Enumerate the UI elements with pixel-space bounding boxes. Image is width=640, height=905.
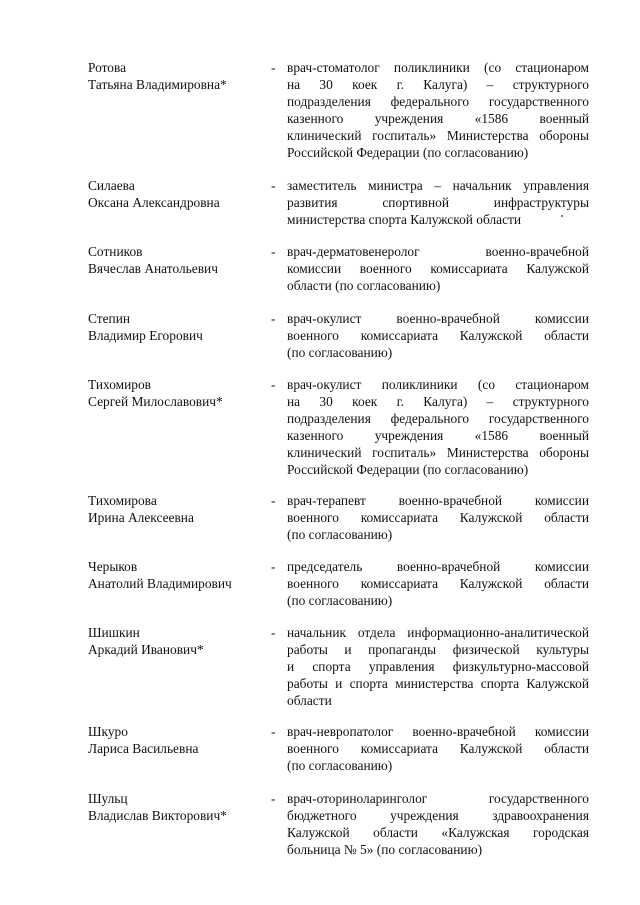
dash-separator: -: [271, 625, 276, 640]
member-name: [88, 243, 268, 277]
position-line: врач-окулист военно-врачебной комиссии: [287, 311, 589, 326]
member-name: [88, 723, 268, 757]
member-name: [88, 624, 268, 658]
member-given-names: Владимир Егорович: [88, 328, 203, 343]
scan-speck: [561, 215, 563, 217]
position-line: военного комиссариата Калужской области: [287, 576, 589, 591]
position-line: работы и спорта министерства спорта Калужской: [287, 676, 589, 691]
member-surname: Шишкин: [88, 625, 140, 640]
dash-separator: -: [271, 493, 276, 508]
member-surname: Сотников: [88, 244, 143, 259]
dash-separator: -: [271, 60, 276, 75]
position-line: бюджетного учреждения здравоохранения: [287, 808, 589, 823]
member-position: [287, 723, 589, 774]
position-line: области: [287, 693, 332, 708]
member-surname: Силаева: [88, 178, 135, 193]
member-given-names: Владислав Викторович*: [88, 808, 227, 823]
position-line: Российской Федерации (по согласованию): [287, 145, 529, 160]
member-position: [287, 310, 589, 361]
position-line: области (по согласованию): [287, 278, 441, 293]
member-position: [287, 492, 589, 543]
member-position: [287, 624, 589, 709]
member-surname: Степин: [88, 311, 131, 326]
member-surname: Шульц: [88, 791, 128, 806]
position-line: врач-стоматолог поликлиники (со стационаром: [287, 60, 589, 75]
member-name: [88, 558, 268, 592]
position-line: больница № 5» (по согласованию): [287, 842, 483, 857]
member-position: [287, 558, 589, 609]
member-name: [88, 376, 268, 410]
member-name: [88, 59, 268, 93]
position-line: врач-оториноларинголог государственного: [287, 791, 589, 806]
member-name: [88, 177, 268, 211]
position-line: Калужской области «Калужская городская: [287, 825, 589, 840]
position-line: клинический госпиталь» Министерства обороны: [287, 128, 589, 143]
member-name: [88, 310, 268, 344]
dash-separator: -: [271, 377, 276, 392]
position-line: подразделения федерального государственного: [287, 411, 589, 426]
position-line: врач-невропатолог военно-врачебной комиссии: [287, 724, 589, 739]
position-line: военного комиссариата Калужской области: [287, 741, 589, 756]
member-given-names: Лариса Васильевна: [88, 741, 199, 756]
position-line: клинический госпиталь» Министерства обороны: [287, 445, 589, 460]
member-given-names: Ирина Алексеевна: [88, 510, 194, 525]
position-line: (по согласованию): [287, 758, 393, 773]
member-given-names: Вячеслав Анатольевич: [88, 261, 218, 276]
position-line: казенного учреждения «1586 военный: [287, 111, 589, 126]
member-surname: Шкуро: [88, 724, 128, 739]
member-given-names: Татьяна Владимировна*: [88, 77, 227, 92]
position-line: подразделения федерального государственного: [287, 94, 589, 109]
member-name: [88, 790, 268, 824]
position-line: на 30 коек г. Калуга) – структурного: [287, 394, 589, 409]
position-line: председатель военно-врачебной комиссии: [287, 559, 589, 574]
dash-separator: -: [271, 244, 276, 259]
member-name: [88, 492, 268, 526]
member-given-names: Анатолий Владимирович: [88, 576, 232, 591]
member-surname: Черыков: [88, 559, 138, 574]
position-line: (по согласованию): [287, 345, 393, 360]
position-line: начальник отдела информационно-аналитической: [287, 625, 589, 640]
member-given-names: Аркадий Иванович*: [88, 642, 204, 657]
position-line: работы и пропаганды физической культуры: [287, 642, 589, 657]
member-position: [287, 790, 589, 858]
dash-separator: -: [271, 559, 276, 574]
position-line: на 30 коек г. Калуга) – структурного: [287, 77, 589, 92]
position-line: (по согласованию): [287, 527, 393, 542]
position-line: развития спортивной инфраструктуры: [287, 195, 589, 210]
member-surname: Тихомирова: [88, 493, 157, 508]
position-line: министерства спорта Калужской области: [287, 212, 522, 227]
member-position: [287, 59, 589, 161]
position-line: и спорта управления физкультурно-массовой: [287, 659, 589, 674]
position-line: врач-окулист поликлиники (со стационаром: [287, 377, 589, 392]
member-given-names: Оксана Александровна: [88, 195, 220, 210]
position-line: военного комиссариата Калужской области: [287, 328, 589, 343]
member-position: [287, 177, 589, 228]
member-given-names: Сергей Милославович*: [88, 394, 223, 409]
dash-separator: -: [271, 724, 276, 739]
dash-separator: -: [271, 178, 276, 193]
member-position: [287, 243, 589, 294]
position-line: комиссии военного комиссариата Калужской: [287, 261, 589, 276]
position-line: военного комиссариата Калужской области: [287, 510, 589, 525]
member-surname: Тихомиров: [88, 377, 151, 392]
dash-separator: -: [271, 311, 276, 326]
position-line: врач-дерматовенеролог военно-врачебной: [287, 244, 589, 259]
dash-separator: -: [271, 791, 276, 806]
member-position: [287, 376, 589, 478]
member-surname: Ротова: [88, 60, 127, 75]
position-line: Российской Федерации (по согласованию): [287, 462, 529, 477]
position-line: врач-терапевт военно-врачебной комиссии: [287, 493, 589, 508]
position-line: (по согласованию): [287, 593, 393, 608]
position-line: казенного учреждения «1586 военный: [287, 428, 589, 443]
position-line: заместитель министра – начальник управления: [287, 178, 589, 193]
